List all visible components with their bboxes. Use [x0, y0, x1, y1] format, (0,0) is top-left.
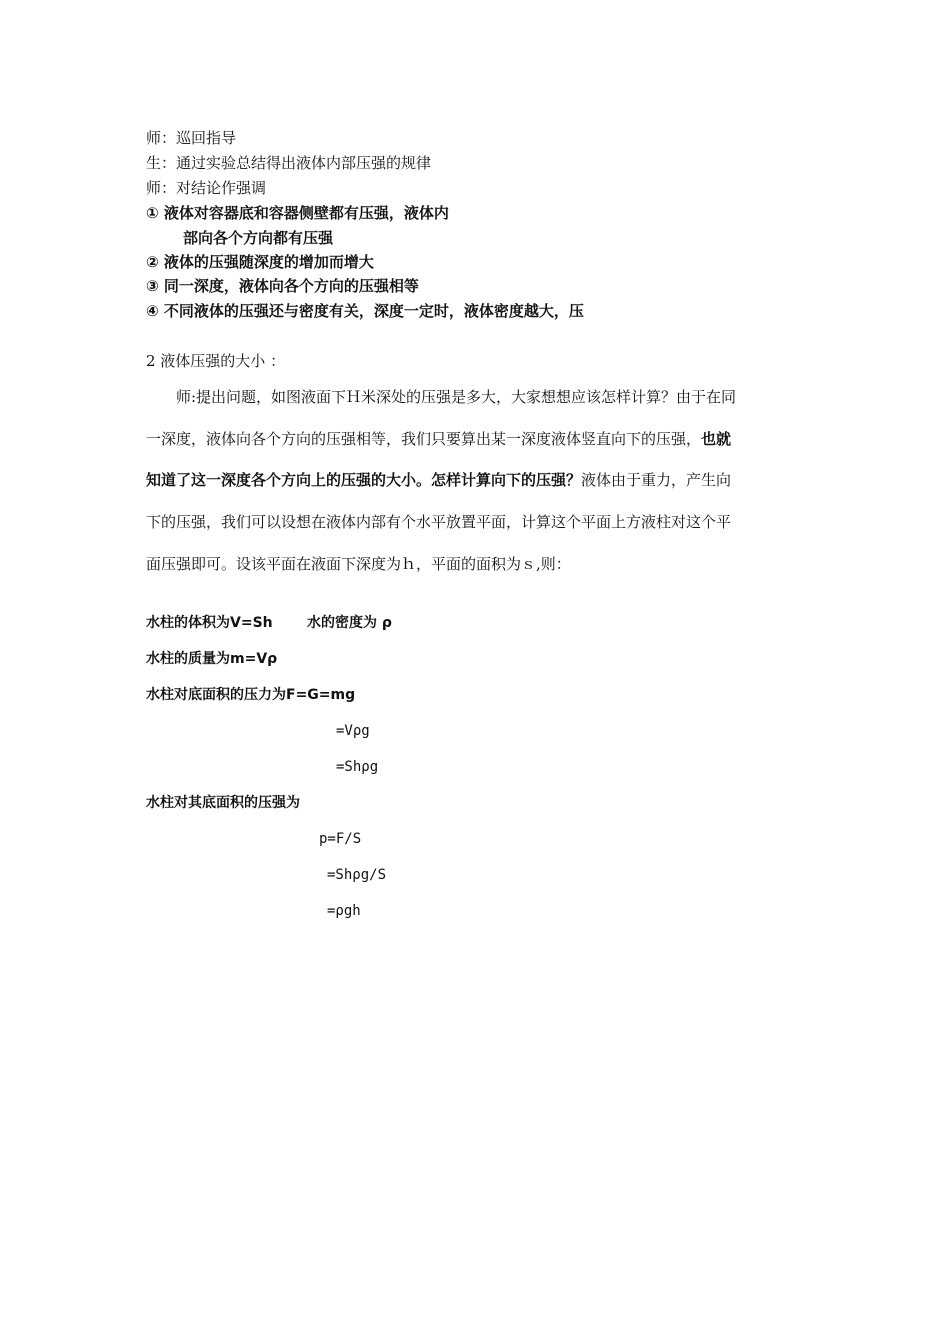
conclusion-2: ② 液体的压强随深度的增加而增大	[146, 253, 374, 271]
formula-pressure-step-1: p=F/S	[319, 831, 362, 847]
paragraph-line-4: 下的压强，我们可以设想在液体内部有个水平放置平面，计算这个平面上方液柱对这个平	[146, 513, 732, 531]
dialogue-line-teacher-emphasis: 师：对结论作强调	[146, 179, 267, 197]
conclusion-3: ③ 同一深度，液体向各个方向的压强相等	[146, 277, 419, 295]
formula-pressure-step-3: =ρgh	[327, 903, 361, 919]
formula-pressure-title: 水柱对其底面积的压强为	[146, 795, 300, 811]
formula-force: 水柱对底面积的压力为F=G=mg	[146, 687, 356, 703]
paragraph-line-3-normal: 液体由于重力，产生向	[581, 471, 732, 489]
paragraph-line-2-bold: 也就	[701, 430, 732, 448]
conclusion-1-line-2: 部向各个方向都有压强	[183, 229, 334, 247]
formula-pressure-step-2: =Shρg/S	[327, 867, 387, 883]
section-heading: 2 液体压强的大小 ：	[146, 352, 286, 370]
dialogue-line-student-summary: 生：通过实验总结得出液体内部压强的规律	[146, 154, 432, 172]
formula-force-step-2: =Shρg	[336, 759, 379, 775]
paragraph-line-3-bold: 知道了这一深度各个方向上的压强的大小。怎样计算向下的压强？	[146, 471, 582, 489]
formula-volume: 水柱的体积为V=Sh	[146, 615, 273, 631]
formula-density: 水的密度为 ρ	[307, 615, 392, 631]
formula-force-step-1: =Vρg	[336, 723, 370, 739]
paragraph-line-3	[146, 470, 731, 490]
paragraph-line-2-normal: 一深度，液体向各个方向的压强相等，我们只要算出某一深度液体竖直向下的压强，	[146, 430, 702, 448]
dialogue-line-teacher-guide: 师：巡回指导	[146, 129, 237, 147]
paragraph-line-1: 师:提出问题，如图液面下Ｈ米深处的压强是多大，大家想想应该怎样计算？由于在同	[176, 388, 737, 406]
formula-mass: 水柱的质量为m=Vρ	[146, 651, 278, 667]
conclusion-1-line-1: ① 液体对容器底和容器侧壁都有压强，液体内	[146, 204, 449, 222]
paragraph-line-2	[146, 429, 731, 449]
paragraph-line-5: 面压强即可。设该平面在液面下深度为ｈ，平面的面积为ｓ,则：	[146, 555, 571, 573]
conclusion-4: ④ 不同液体的压强还与密度有关，深度一定时，液体密度越大，压	[146, 302, 584, 320]
